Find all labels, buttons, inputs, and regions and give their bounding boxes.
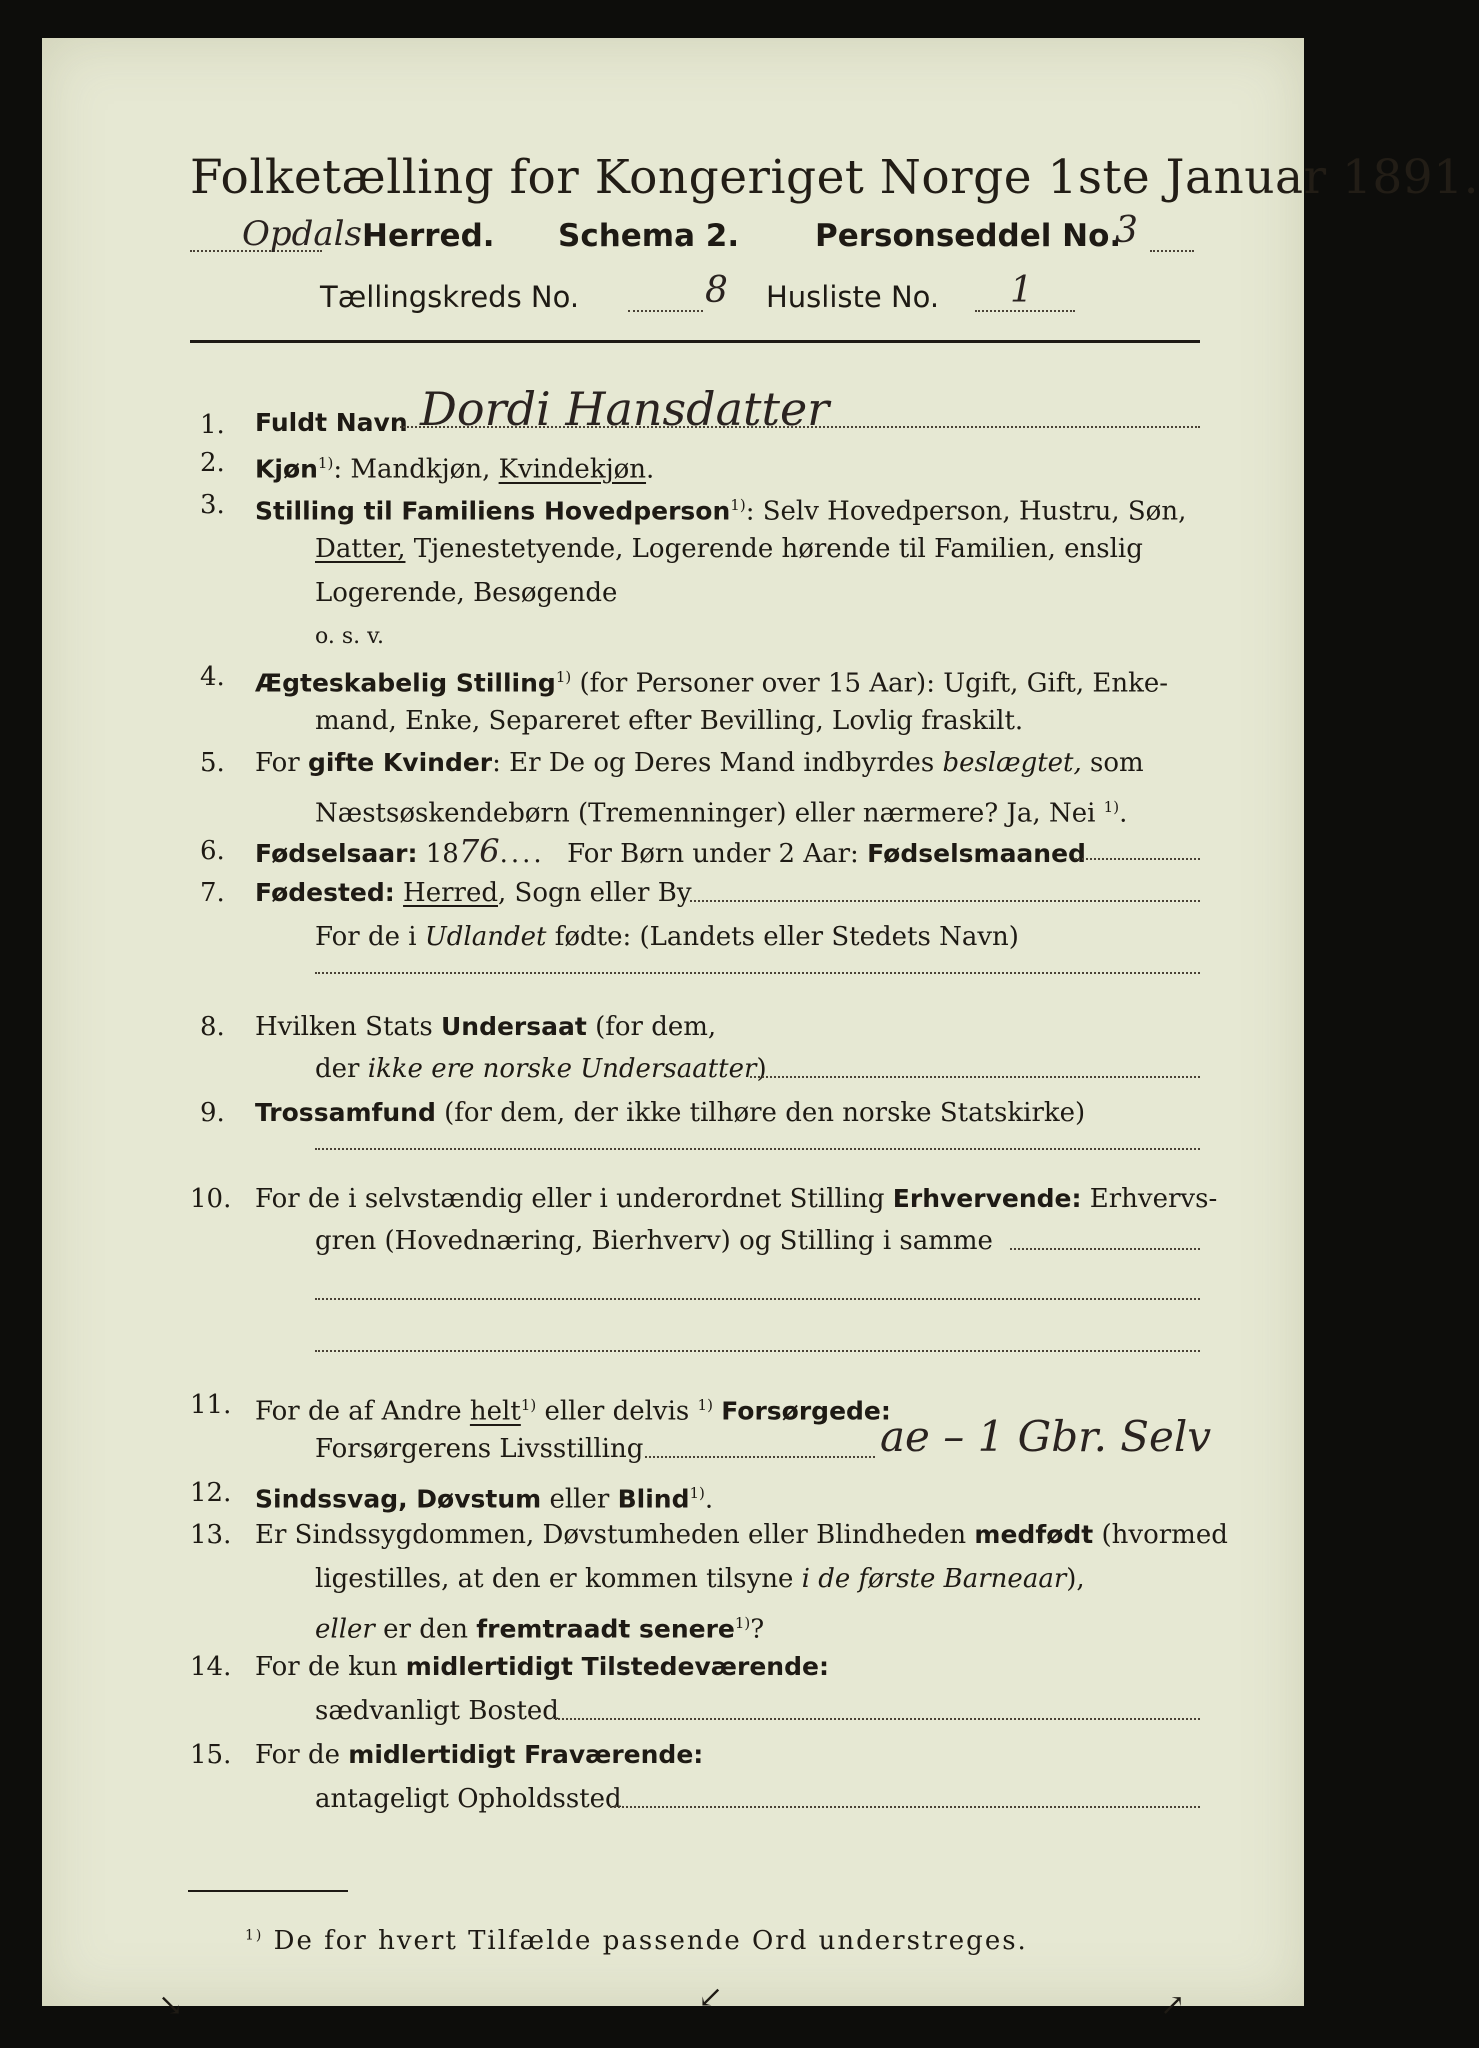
header-rule [190,340,1200,343]
binding-mark-center: ↙ [698,1980,724,2015]
item-13-line3: eller er den fremtraadt senere$^{1)}$? [315,1614,765,1645]
kreds-value: 8 [705,270,728,311]
item-9-dots [315,1148,1200,1150]
binding-mark-left: ↘ [158,1988,184,2023]
item-8-number: 8. [200,1012,225,1042]
form-title: Folketælling for Kongeriget Norge 1ste Januar 1891. [190,150,1479,205]
schema-label: Schema 2. [558,218,740,254]
personseddel-value: 3 [1115,210,1138,251]
item-8-line2: der ikke ere norske Undersaatter) [315,1054,767,1084]
item-4-number: 4. [200,662,225,692]
item-5-line2: Næstsøskendebørn (Tremenninger) eller nærmere? Ja, Nei $^{1)}$. [315,798,1128,829]
item-7-line2: For de i Udlandet fødte: (Landets eller Stedets Navn) [315,922,1019,952]
item-12-line1: Sindssvag, Døvstum eller Blind$^{1)}$. [255,1484,714,1515]
item-1-number: 1. [200,410,225,440]
item-3-line4: o. s. v. [315,624,384,649]
item-6-line: Fødselsaar: 1876.... For Børn under 2 Aar: Fødselsmaaned [255,832,1086,870]
husliste-dots [975,310,1075,312]
footnote-rule [188,1890,348,1892]
item-13-number: 13. [190,1520,232,1550]
item-11-line1: For de af Andre helt$^{1)}$ eller delvis $^{1)}$ Forsørgede: [255,1396,891,1427]
item-13-line1: Er Sindssygdommen, Døvstumheden eller Blindheden medfødt (hvormed [255,1520,1228,1550]
item-12-number: 12. [190,1478,232,1508]
item-14-line2: sædvanligt Bosted [315,1696,559,1726]
binding-mark-right: ↗ [1160,1988,1186,2023]
herred-label: Herred. [362,218,495,254]
item-15-number: 15. [190,1740,232,1770]
item-8-line1: Hvilken Stats Undersaat (for dem, [255,1012,717,1042]
item-5-line1: For gifte Kvinder: Er De og Deres Mand indbyrdes beslægtet, som [255,748,1144,778]
item-8-dots [750,1076,1200,1078]
item-1-name-value: Dordi Hansdatter [420,382,830,436]
item-2-number: 2. [200,448,225,478]
item-5-number: 5. [200,748,225,778]
item-10-number: 10. [190,1184,232,1214]
husliste-label: Husliste No. [766,280,940,314]
item-2-text: Kjøn$^{1)}$: Mandkjøn, Kvindekjøn. [255,454,655,485]
item-3-line2: Datter, Tjenestetyende, Logerende hørende til Familien, enslig [315,534,1143,564]
item-4-line2: mand, Enke, Separeret efter Bevilling, Lovlig fraskilt. [315,706,1024,736]
item-11-number: 11. [190,1390,232,1420]
personseddel-dots [1150,250,1194,252]
item-15-dots [610,1806,1200,1808]
item-7-dots-2 [315,972,1200,974]
item-10-dots-3 [315,1350,1200,1352]
item-7-dots-1 [690,900,1200,902]
footnote: $^{1)}$ De for hvert Tilfælde passende Ord understreges. [245,1926,1028,1956]
item-14-number: 14. [190,1652,232,1682]
item-10-dots-2 [315,1298,1200,1300]
item-1-dots [400,426,1200,428]
personseddel-label: Personseddel No. [815,218,1122,254]
item-6-dots [1075,858,1200,860]
item-4-line1: Ægteskabelig Stilling$^{1)}$ (for Personer over 15 Aar): Ugift, Gift, Enke- [255,668,1169,699]
item-14-line1: For de kun midlertidigt Tilstedeværende: [255,1652,829,1682]
item-10-line1: For de i selvstændig eller i underordnet Stilling Erhvervende: Erhvervs- [255,1184,1218,1214]
item-3-line3: Logerende, Besøgende [315,578,618,608]
item-3-line1: Stilling til Familiens Hovedperson$^{1)}$: Selv Hovedperson, Hustru, Søn, [255,496,1187,527]
kreds-dots [628,310,703,312]
husliste-value: 1 [1010,270,1033,311]
item-15-line1: For de midlertidigt Fraværende: [255,1740,704,1770]
item-14-dots [555,1718,1200,1720]
item-9-line1: Trossamfund (for dem, der ikke tilhøre den norske Statskirke) [255,1098,1086,1128]
item-7-number: 7. [200,878,225,908]
item-11-line2: Forsørgerens Livsstilling [315,1434,644,1464]
item-10-dots-1 [1010,1248,1200,1250]
kreds-label: Tællingskreds No. [320,280,580,314]
herred-value: Opdals [242,214,362,254]
item-3-number: 3. [200,490,225,520]
item-15-line2: antageligt Opholdssted [315,1784,622,1814]
item-7-line1: Fødested: Herred, Sogn eller By [255,878,692,908]
item-13-line2: ligestilles, at den er kommen tilsyne i de første Barneaar), [315,1564,1085,1594]
item-6-number: 6. [200,836,225,866]
item-9-number: 9. [200,1098,225,1128]
item-11-dots [645,1456,875,1458]
item-10-line2: gren (Hovednæring, Bierhverv) og Stilling i samme [315,1226,993,1256]
item-1-label: Fuldt Navn [255,408,408,437]
item-11-livsstilling-value: ae – 1 Gbr. Selv [880,1412,1212,1461]
